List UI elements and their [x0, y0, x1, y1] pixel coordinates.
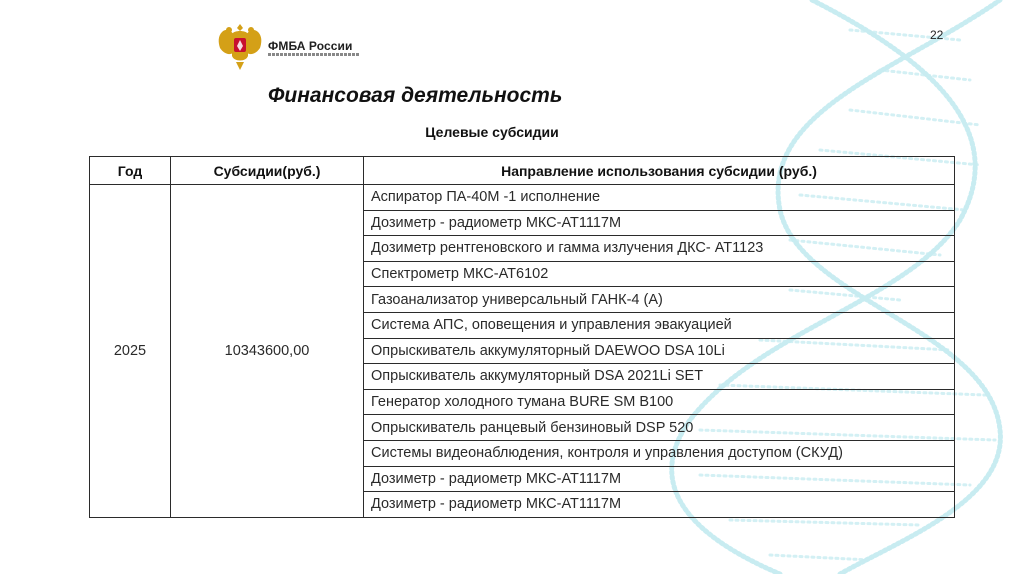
usage-item: Спектрометр МКС-АТ6102 — [364, 261, 955, 287]
org-subtitle — [268, 53, 360, 56]
usage-item: Опрыскиватель ранцевый бензиновый DSP 520 — [364, 415, 955, 441]
double-headed-eagle-emblem — [212, 18, 268, 74]
usage-item: Газоанализатор универсальный ГАНК-4 (А) — [364, 287, 955, 313]
page-title: Финансовая деятельность — [268, 84, 563, 107]
usage-item: Опрыскиватель аккумуляторный DAEWOO DSA 10Li — [364, 338, 955, 364]
header-usage: Направление использования субсидии (руб.) — [364, 157, 955, 185]
usage-item: Дозиметр - радиометр МКС-АТ1117М — [364, 492, 955, 518]
table-header-row — [90, 157, 955, 185]
usage-item: Дозиметр - радиометр МКС-АТ1117М — [364, 210, 955, 236]
usage-item: Опрыскиватель аккумуляторный DSA 2021Li SET — [364, 364, 955, 390]
amount-cell: 10343600,00 — [171, 185, 364, 518]
usage-item: Системы видеонаблюдения, контроля и управления доступом (СКУД) — [364, 440, 955, 466]
section-subtitle: Целевые субсидии — [425, 124, 559, 140]
usage-item: Система АПС, оповещения и управления эвакуацией — [364, 312, 955, 338]
header-year: Год — [90, 157, 171, 185]
usage-item: Генератор холодного тумана BURE SM B100 — [364, 389, 955, 415]
year-cell: 2025 — [90, 185, 171, 518]
page-number: 22 — [930, 28, 944, 42]
subsidies-table — [89, 156, 955, 518]
table-row — [90, 185, 955, 211]
org-name: ФМБА России — [268, 39, 353, 53]
usage-item: Аспиратор ПА-40М -1 исполнение — [364, 185, 955, 211]
usage-item: Дозиметр - радиометр МКС-АТ1117М — [364, 466, 955, 492]
usage-item: Дозиметр рентгеновского и гамма излучения ДКС- АТ1123 — [364, 236, 955, 262]
header-subsidies: Субсидии(руб.) — [171, 157, 364, 185]
